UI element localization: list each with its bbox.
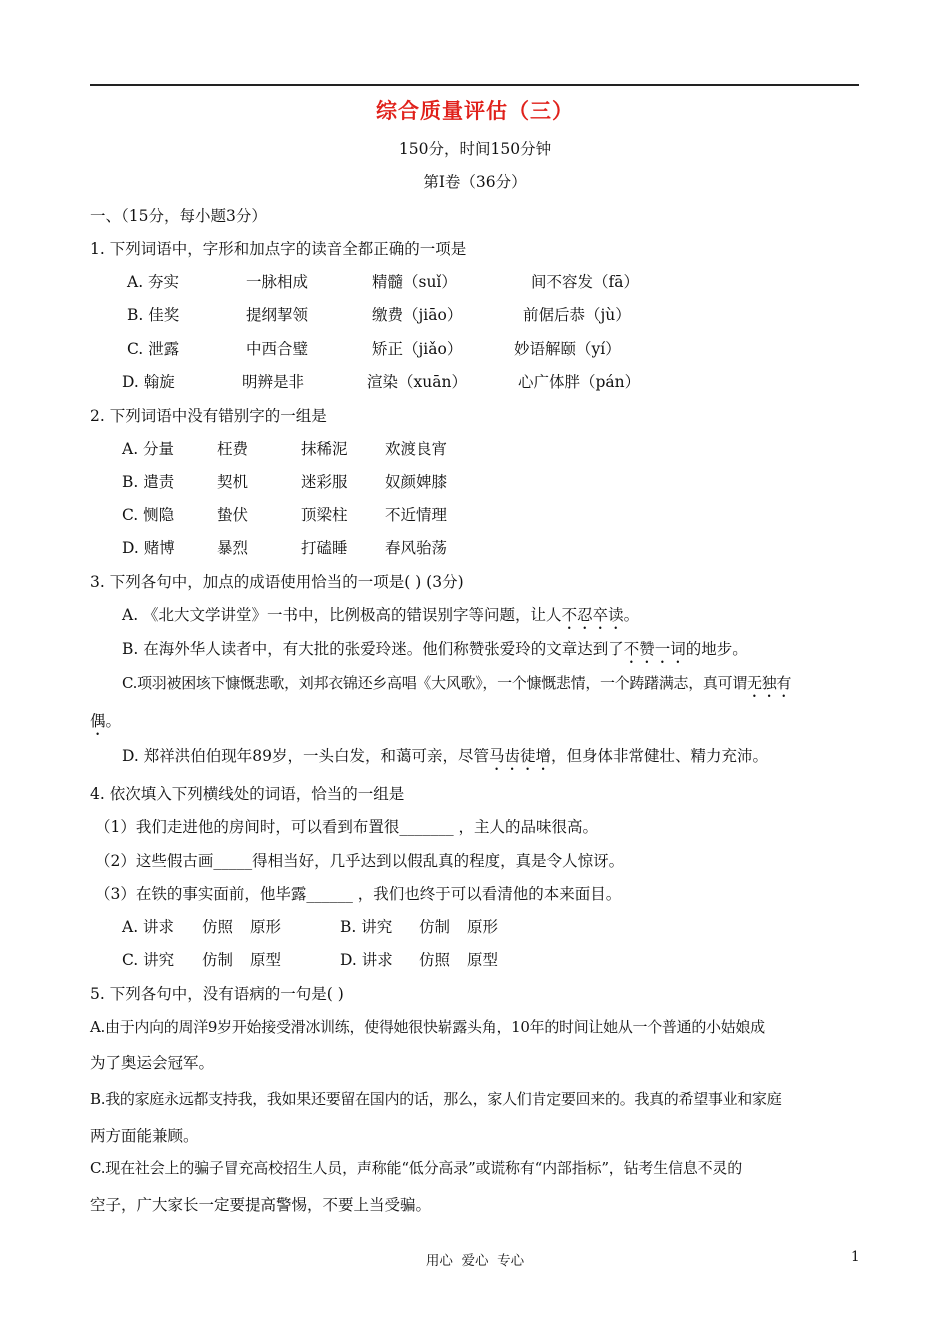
q2-option-d-4: 春风骀荡 bbox=[385, 539, 448, 557]
q2-option-b-2: 契机 bbox=[217, 473, 249, 491]
footer-slogan: 用心 爱心 专心 bbox=[425, 1253, 525, 1269]
question-2-stem: 2. 下列词语中没有错别字的一组是 bbox=[90, 407, 327, 425]
q3-option-d-idiom: 马齿徒增 bbox=[488, 747, 551, 765]
q4-option-b-2: 仿制 bbox=[419, 918, 451, 936]
q2-option-a-1: A. 分量 bbox=[122, 440, 175, 458]
question-4-stem: 4. 依次填入下列横线处的词语，恰当的一组是 bbox=[90, 785, 405, 803]
q5-option-c-line-2: 空子，广大家长一定要提高警惕，不要上当受骗。 bbox=[90, 1196, 432, 1214]
section-heading: 一、（15分，每小题3分） bbox=[90, 207, 267, 225]
q4-option-d-3: 原型 bbox=[467, 951, 499, 969]
q4-option-b-3: 原形 bbox=[467, 918, 499, 936]
q2-option-b-1: B. 遣责 bbox=[122, 473, 175, 491]
q1-option-c-1: C. 泄露 bbox=[127, 340, 180, 358]
q2-option-d-1: D. 赌博 bbox=[122, 539, 175, 557]
q3-option-c-idiom: 无独有 bbox=[747, 674, 792, 692]
q3-option-a bbox=[122, 603, 639, 633]
question-1-stem: 1. 下列词语中，字形和加点字的读音全都正确的一项是 bbox=[90, 240, 467, 258]
q3-option-d-end: ，但身体非常健壮、精力充沛。 bbox=[550, 747, 768, 765]
q1-option-d-3: 渲染（xuān） bbox=[367, 373, 467, 391]
q4-sentence-2: （2）这些假古画_____得相当好，几乎达到以假乱真的程度，真是令人惊讶。 bbox=[95, 852, 625, 870]
q4-sentence-1: （1）我们走进他的房间时，可以看到布置很_______ ，主人的品味很高。 bbox=[95, 818, 599, 836]
q5-option-b-line-1: B.我的家庭永远都支持我，我如果还要留在国内的话，那么，家人们肯定要回来的。我真的希望事业和家庭 bbox=[90, 1090, 782, 1108]
q3-option-d-text: D. 郑祥洪伯伯现年89岁，一头白发，和蔼可亲，尽管 bbox=[122, 747, 489, 765]
question-3-stem: 3. 下列各句中，加点的成语使用恰当的一项是( ) (3分) bbox=[90, 573, 464, 591]
q2-option-b-4: 奴颜婢膝 bbox=[385, 473, 448, 491]
question-5-stem: 5. 下列各句中，没有语病的一句是( ) bbox=[90, 985, 344, 1003]
q4-option-c-2: 仿制 bbox=[202, 951, 234, 969]
q4-option-c-1: C. 讲究 bbox=[122, 951, 175, 969]
q3-option-c-wrap bbox=[90, 709, 121, 739]
q3-option-a-text: A. 《北大文学讲堂》一书中，比例极高的错误别字等问题，让人 bbox=[122, 606, 562, 624]
q1-option-d-2: 明辨是非 bbox=[242, 373, 305, 391]
q2-option-d-2: 暴烈 bbox=[217, 539, 249, 557]
q2-option-c-1: C. 恻隐 bbox=[122, 506, 175, 524]
q2-option-c-3: 顶梁柱 bbox=[301, 506, 348, 524]
q1-option-b-4: 前倨后恭（jù） bbox=[523, 306, 631, 324]
q3-option-c-idiom-end: 偶 bbox=[90, 712, 106, 730]
q5-option-a-line-1: A.由于内向的周洋9岁开始接受滑冰训练，使得她很快崭露头角，10年的时间让她从一个普通的小姑娘成 bbox=[90, 1018, 765, 1036]
q2-option-d-3: 打磕睡 bbox=[301, 539, 348, 557]
q3-option-c bbox=[122, 672, 791, 701]
q1-option-d-4: 心广体胖（pán） bbox=[518, 373, 641, 391]
q2-option-a-4: 欢渡良宵 bbox=[385, 440, 448, 458]
q1-option-c-4: 妙语解颐（yí） bbox=[514, 340, 621, 358]
q3-option-d bbox=[122, 744, 768, 774]
q4-option-a-1: A. 讲求 bbox=[122, 918, 175, 936]
q3-option-b bbox=[122, 637, 748, 667]
q4-option-a-3: 原形 bbox=[250, 918, 282, 936]
header-rule bbox=[90, 84, 859, 86]
q5-option-c-line-1: C.现在社会上的骗子冒充高校招生人员，声称能“低分高录”或谎称有“内部指标”，钻考生信息不灵的 bbox=[90, 1159, 742, 1177]
q1-option-b-3: 缴费（jiāo） bbox=[372, 306, 463, 324]
q1-option-b-2: 提纲挈领 bbox=[246, 306, 309, 324]
q4-option-a-2: 仿照 bbox=[202, 918, 234, 936]
q2-option-a-3: 抹稀泥 bbox=[301, 440, 348, 458]
q3-option-b-idiom: 不赞一词 bbox=[623, 640, 686, 658]
q1-option-a-3: 精髓（suǐ） bbox=[372, 273, 457, 291]
q1-option-a-2: 一脉相成 bbox=[246, 273, 309, 291]
q1-option-c-3: 矫正（jiǎo） bbox=[372, 340, 463, 358]
q5-option-a-line-2: 为了奥运会冠军。 bbox=[90, 1054, 215, 1072]
q4-sentence-3: （3）在铁的事实面前，他毕露______ ，我们也终于可以看清他的本来面目。 bbox=[95, 885, 622, 903]
q4-option-d-1: D. 讲求 bbox=[340, 951, 393, 969]
q1-option-c-2: 中西合璧 bbox=[246, 340, 309, 358]
volume-heading: 第Ⅰ卷（36分） bbox=[423, 173, 527, 191]
q2-option-a-2: 枉费 bbox=[217, 440, 249, 458]
q3-option-a-idiom: 不忍卒读 bbox=[561, 606, 624, 624]
page-number: 1 bbox=[851, 1249, 860, 1265]
q5-option-b-line-2: 两方面能兼顾。 bbox=[90, 1127, 199, 1145]
q3-option-c-end: 。 bbox=[105, 712, 122, 730]
q1-option-d-1: D. 翰旋 bbox=[122, 373, 175, 391]
q4-option-b-1: B. 讲究 bbox=[340, 918, 393, 936]
q1-option-b-1: B. 佳奖 bbox=[127, 306, 180, 324]
q2-option-b-3: 迷彩服 bbox=[301, 473, 348, 491]
q3-option-b-text: B. 在海外华人读者中，有大批的张爱玲迷。他们称赞张爱玲的文章达到了 bbox=[122, 640, 624, 658]
q3-option-a-end: 。 bbox=[623, 606, 640, 624]
q3-option-c-text: C.项羽被困垓下慷慨悲歌，刘邦衣锦还乡高唱《大风歌》，一个慷慨悲情，一个踌躇满志，真可谓 bbox=[122, 674, 748, 692]
exam-info: 150分，时间150分钟 bbox=[398, 140, 552, 158]
q4-option-d-2: 仿照 bbox=[419, 951, 451, 969]
q2-option-c-4: 不近情理 bbox=[385, 506, 448, 524]
q2-option-c-2: 蛰伏 bbox=[217, 506, 249, 524]
q3-option-b-end: 的地步。 bbox=[685, 640, 748, 658]
q1-option-a-1: A. 夯实 bbox=[127, 273, 180, 291]
q1-option-a-4: 间不容发（fā） bbox=[531, 273, 639, 291]
q4-option-c-3: 原型 bbox=[250, 951, 282, 969]
page-title: 综合质量评估（三） bbox=[376, 98, 574, 123]
